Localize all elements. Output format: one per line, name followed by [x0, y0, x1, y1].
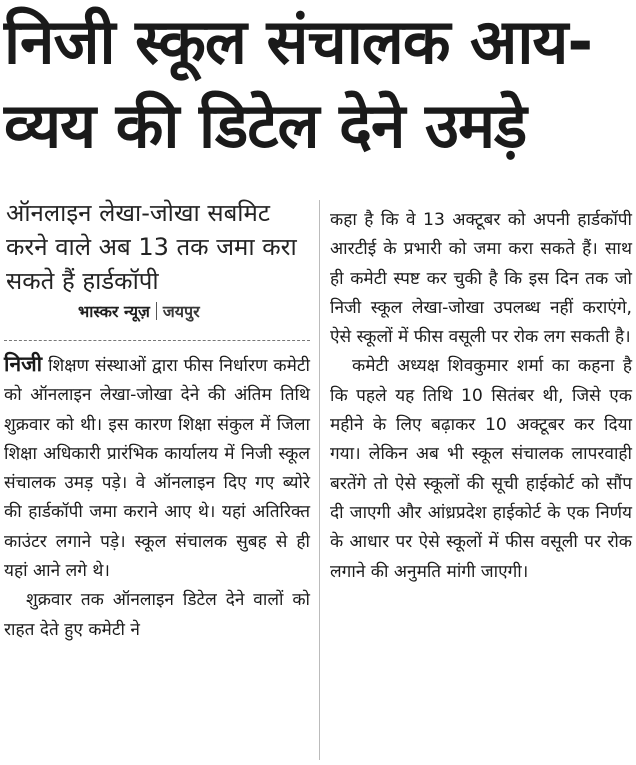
column-divider	[319, 200, 320, 760]
article-paragraph: शुक्रवार तक ऑनलाइन डिटेल देने वालों को राहत देते हुए कमेटी ने	[4, 590, 310, 640]
byline	[78, 300, 308, 322]
byline-separator	[156, 302, 157, 320]
lead-word: निजी	[4, 352, 43, 376]
article-paragraph	[4, 350, 310, 586]
headline	[4, 0, 632, 168]
section-divider	[4, 340, 310, 341]
article-paragraph: कमेटी अध्यक्ष शिवकुमार शर्मा का कहना है कि पहले यह तिथि 10 सितंबर थी, जिसे एक महीने के लिए बढ़ाकर 10 अक्टूबर कर दिया गया। लेकिन अब भी स्कूल संचालक लापरवाही बरतेंगे तो ऐसे स्कूलों की सूची हाईकोर्ट को सौंप दी जाएगी और आंध्रप्रदेश हाईकोर्ट के एक निर्णय के आधार पर ऐसे स्कूलों में फीस वसूली पर रोक लगाने की अनुमति मांगी जाएगी।	[330, 356, 632, 582]
paragraph-text: शिक्षण संस्थाओं द्वारा फीस निर्धारण कमेटी को ऑनलाइन लेखा-जोखा देने की अंतिम तिथि शुक्रवार को थी। इस कारण शिक्षा संकुल में जिला शिक्षा अधिकारी प्रारंभिक कार्यालय में निजी स्कूल संचालक उमड़ पड़े। वे ऑनलाइन दिए गए ब्योरे की हार्डकॉपी जमा कराने आए थे। यहां अतिरिक्त काउंटर लगाने पड़े। स्कूल संचालक सुबह से ही यहां आने लगे थे।	[4, 356, 310, 582]
article-column-left	[4, 350, 310, 645]
byline-city: जयपुर	[162, 302, 200, 321]
article-paragraph: कहा है कि वे 13 अक्टूबर को अपनी हार्डकॉपी आरटीई के प्रभारी को जमा करा सकते हैं। साथ ही कमेटी स्पष्ट कर चुकी है कि इस दिन तक जो निजी स्कूल लेखा-जोखा उपलब्ध नहीं कराएंगे, ऐसे स्कूलों में फीस वसूली पर रोक लग सकती है।	[330, 210, 632, 348]
headline-line-1: निजी स्कूल संचालक आय-	[4, 5, 593, 78]
headline-line-2: व्यय की डिटेल देने उमड़े	[4, 89, 527, 162]
deck-subheading: ऑनलाइन लेखा-जोखा सबमिट करने वाले अब 13 तक जमा करा सकते हैं हार्डकॉपी	[6, 199, 297, 295]
byline-source: भास्कर न्यूज़	[78, 302, 150, 321]
article-column-right	[330, 206, 632, 587]
